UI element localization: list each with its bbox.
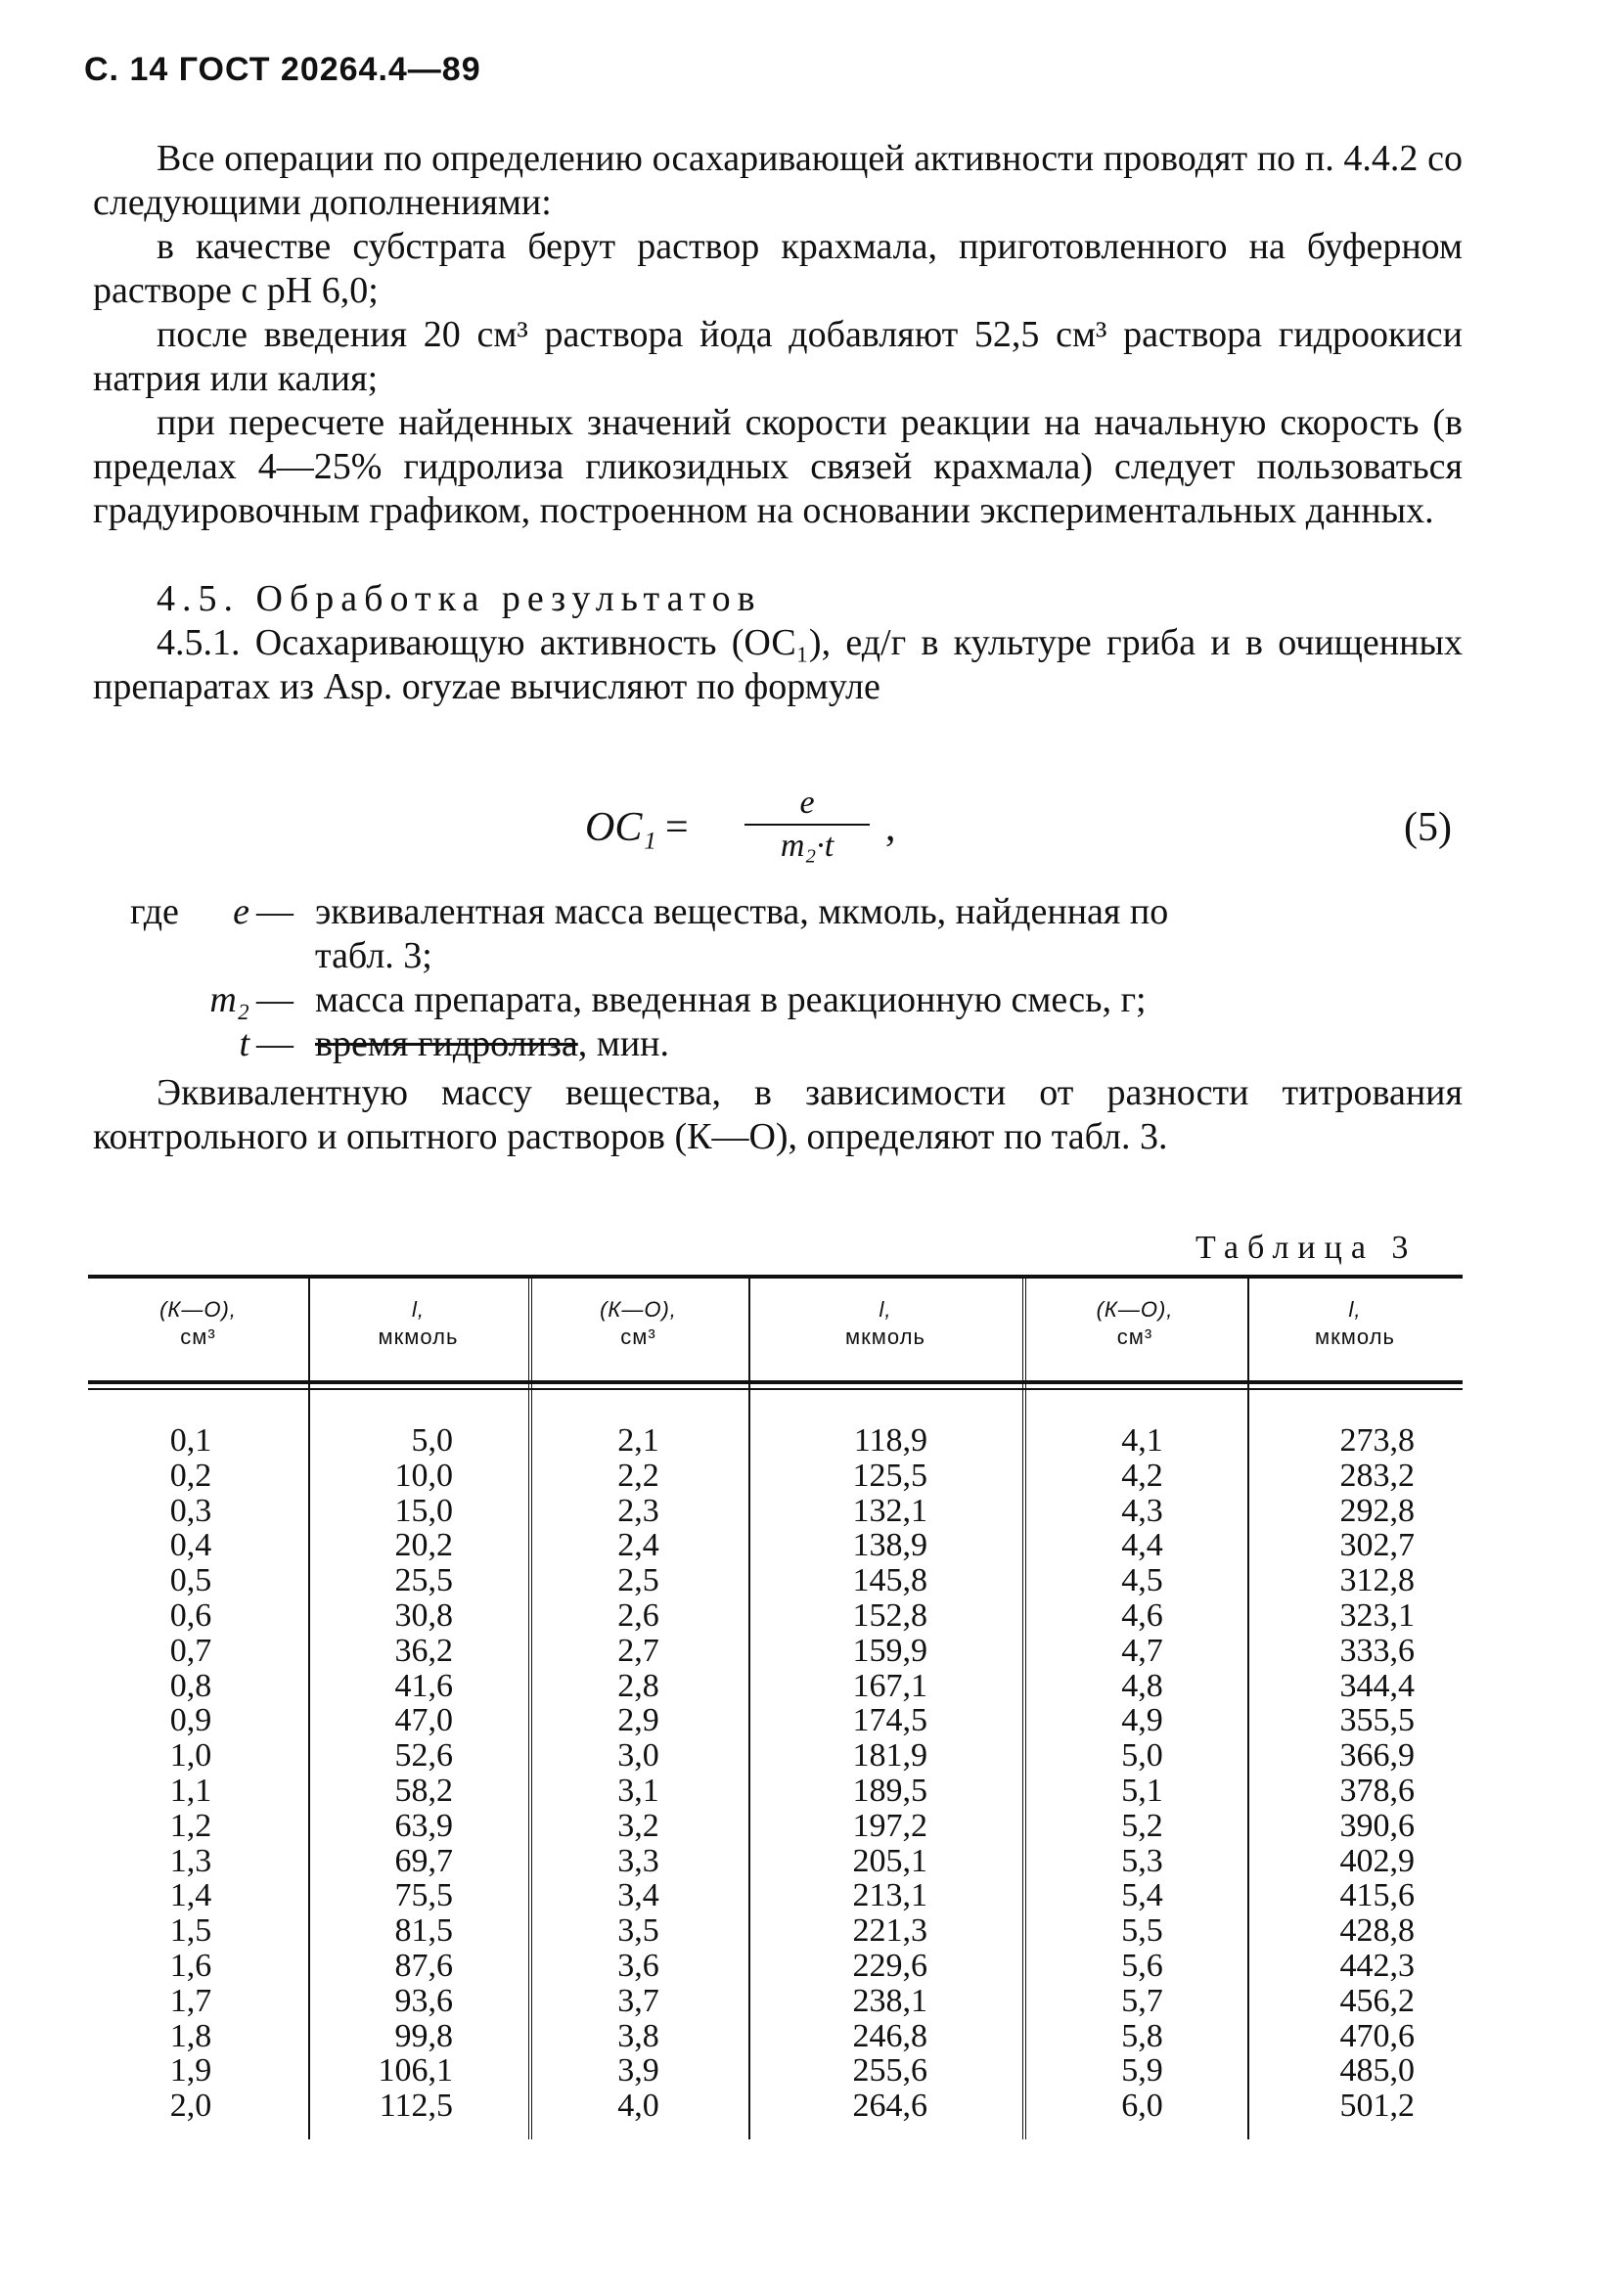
table-cell: 75,5 <box>394 1877 453 1914</box>
column-k-o-3 <box>1096 1423 1189 2124</box>
table-cell: 2,2 <box>617 1457 659 1494</box>
table-cell: 5,3 <box>1121 1842 1163 1879</box>
table-cell: 428,8 <box>1339 1912 1415 1950</box>
column-k-o-2 <box>592 1423 685 2124</box>
page-header: С. 14 ГОСТ 20264.4—89 <box>84 51 481 88</box>
table-cell: 2,9 <box>617 1702 659 1739</box>
table-cell: 4,7 <box>1121 1632 1163 1669</box>
table-cell: 197,2 <box>852 1807 927 1844</box>
table-cell: 189,5 <box>852 1772 927 1809</box>
table-cell: 4,2 <box>1121 1457 1163 1494</box>
table-header-rule-2 <box>88 1388 1463 1390</box>
column-divider <box>748 1279 750 2139</box>
table-cell: 1,5 <box>169 1912 212 1950</box>
table-cell: 20,2 <box>394 1527 453 1564</box>
header-k-o-3 <box>1022 1296 1247 1351</box>
definition-prefix: где <box>130 891 179 932</box>
table-cell: 323,1 <box>1339 1596 1415 1634</box>
table-cell: 205,1 <box>852 1842 927 1879</box>
formula-lhs: ОС₁ <box>585 805 656 850</box>
header-line2: см³ <box>620 1325 656 1349</box>
formula-5 <box>0 783 1624 880</box>
table-cell: 63,9 <box>394 1807 453 1844</box>
table-cell: 1,1 <box>169 1772 212 1809</box>
table-cell: 333,6 <box>1339 1632 1415 1669</box>
table-cell: 302,7 <box>1339 1527 1415 1564</box>
table-caption: Таблица 3 <box>1195 1230 1418 1266</box>
table-cell: 112,5 <box>379 2088 453 2125</box>
header-line1: (К—О), <box>600 1297 677 1322</box>
table-cell: 292,8 <box>1339 1492 1415 1529</box>
table-cell: 5,2 <box>1121 1807 1163 1844</box>
table-cell: 181,9 <box>852 1737 927 1775</box>
paragraph-substrate: в качестве субстрата берут раствор крахмала, приготовленного на буферном растворе с рН 6,0; <box>93 226 1463 311</box>
table-cell: 4,1 <box>1121 1422 1163 1459</box>
definition-m2 <box>0 978 1624 1022</box>
table-cell: 1,9 <box>169 2052 212 2090</box>
table-cell: 138,9 <box>852 1527 927 1564</box>
table-cell: 470,6 <box>1339 2017 1415 2054</box>
formula-equals: = <box>665 805 689 850</box>
table-cell: 3,0 <box>617 1737 659 1775</box>
header-line1: (К—О), <box>1096 1297 1174 1322</box>
table-cell: 5,0 <box>1121 1737 1163 1775</box>
table-cell: 4,3 <box>1121 1492 1163 1529</box>
table-cell: 0,2 <box>169 1457 212 1494</box>
header-line1: l, <box>412 1297 425 1322</box>
column-l-1 <box>352 1423 453 2124</box>
paragraph-iodine: после введения 20 см³ раствора йода добавляют 52,5 см³ раствора гидроокиси натрия или калия; <box>93 314 1463 399</box>
table-cell: 246,8 <box>852 2017 927 2054</box>
table-3 <box>88 1275 1463 2155</box>
table-cell: 5,1 <box>1121 1772 1163 1809</box>
definition-symbol: m₂ <box>209 979 249 1020</box>
table-cell: 0,3 <box>169 1492 212 1529</box>
table-cell: 355,5 <box>1339 1702 1415 1739</box>
table-cell: 312,8 <box>1339 1562 1415 1599</box>
table-cell: 255,6 <box>852 2052 927 2090</box>
table-cell: 3,6 <box>617 1947 659 1984</box>
table-cell: 213,1 <box>852 1877 927 1914</box>
header-line1: l, <box>1348 1297 1362 1322</box>
table-cell: 2,8 <box>617 1667 659 1704</box>
header-l-2 <box>748 1296 1022 1351</box>
table-cell: 378,6 <box>1339 1772 1415 1809</box>
table-cell: 221,3 <box>852 1912 927 1950</box>
table-cell: 174,5 <box>852 1702 927 1739</box>
paragraph-operations: Все операции по определению осахаривающей активности проводят по п. 4.4.2 со следующими дополнениями: <box>93 138 1463 223</box>
table-cell: 2,1 <box>617 1422 659 1459</box>
formula-number: (5) <box>1404 805 1452 850</box>
table-cell: 0,1 <box>169 1422 212 1459</box>
table-cell: 52,6 <box>394 1737 453 1775</box>
table-cell: 0,9 <box>169 1702 212 1739</box>
table-cell: 415,6 <box>1339 1877 1415 1914</box>
table-cell: 4,5 <box>1121 1562 1163 1599</box>
table-cell: 4,6 <box>1121 1596 1163 1634</box>
table-cell: 99,8 <box>394 2017 453 2054</box>
definition-text: масса препарата, введенная в реакционную смесь, г; <box>315 979 1147 1020</box>
definition-text-cont: табл. 3; <box>315 935 432 976</box>
table-cell: 238,1 <box>852 1982 927 2019</box>
section-title: 4.5. Обработка результатов <box>157 578 762 619</box>
table-cell: 264,6 <box>852 2088 927 2125</box>
table-cell: 5,0 <box>411 1422 453 1459</box>
header-line2: см³ <box>1116 1325 1153 1349</box>
table-cell: 1,6 <box>169 1947 212 1984</box>
definition-dash: — <box>256 891 293 932</box>
table-cell: 36,2 <box>394 1632 453 1669</box>
table-cell: 4,9 <box>1121 1702 1163 1739</box>
formula-comma: , <box>885 805 896 850</box>
table-cell: 2,4 <box>617 1527 659 1564</box>
table-cell: 2,3 <box>617 1492 659 1529</box>
table-cell: 3,7 <box>617 1982 659 2019</box>
table-cell: 5,8 <box>1121 2017 1163 2054</box>
table-cell: 87,6 <box>394 1947 453 1984</box>
table-cell: 442,3 <box>1339 1947 1415 1984</box>
table-cell: 167,1 <box>852 1667 927 1704</box>
table-cell: 118,9 <box>853 1422 927 1459</box>
header-line2: мкмоль <box>378 1325 459 1349</box>
table-cell: 3,9 <box>617 2052 659 2090</box>
table-cell: 1,8 <box>169 2017 212 2054</box>
table-cell: 15,0 <box>394 1492 453 1529</box>
table-cell: 0,5 <box>169 1562 212 1599</box>
table-cell: 5,5 <box>1121 1912 1163 1950</box>
table-cell: 47,0 <box>394 1702 453 1739</box>
header-l-3 <box>1247 1296 1463 1351</box>
header-l-1 <box>308 1296 528 1351</box>
formula-numerator: e <box>799 785 815 821</box>
table-header-rule <box>88 1380 1463 1384</box>
table-cell: 3,8 <box>617 2017 659 2054</box>
table-cell: 2,5 <box>617 1562 659 1599</box>
column-k-o-1 <box>147 1423 235 2124</box>
header-k-o-1 <box>88 1296 308 1351</box>
table-cell: 159,9 <box>852 1632 927 1669</box>
table-top-rule <box>88 1275 1463 1279</box>
definition-symbol: t <box>239 1023 249 1064</box>
header-line1: (К—О), <box>159 1297 237 1322</box>
paragraph-recalculation: при пересчете найденных значений скорости реакции на начальную скорость (в пределах 4—25% гидролиза гликозидных связей крахмала) следует пользоваться градуировочным графиком, построенном на основании экспериментальных данных. <box>93 402 1463 531</box>
definition-t <box>0 1022 1624 1066</box>
table-cell: 3,1 <box>617 1772 659 1809</box>
column-divider <box>1247 1279 1249 2139</box>
table-cell: 0,4 <box>169 1527 212 1564</box>
table-cell: 283,2 <box>1339 1457 1415 1494</box>
column-divider-double <box>1022 1279 1026 2139</box>
definition-text: эквивалентная масса вещества, мкмоль, найденная по <box>315 891 1169 932</box>
table-cell: 25,5 <box>394 1562 453 1599</box>
struck-text: время гидролиза <box>315 1023 578 1064</box>
table-cell: 501,2 <box>1339 2088 1415 2125</box>
table-cell: 5,9 <box>1121 2052 1163 2090</box>
column-l-2 <box>807 1423 927 2124</box>
table-cell: 4,8 <box>1121 1667 1163 1704</box>
table-cell: 125,5 <box>852 1457 927 1494</box>
table-cell: 58,2 <box>394 1772 453 1809</box>
table-cell: 1,7 <box>169 1982 212 2019</box>
table-cell: 1,3 <box>169 1842 212 1879</box>
table-cell: 30,8 <box>394 1596 453 1634</box>
table-cell: 152,8 <box>852 1596 927 1634</box>
table-cell: 1,4 <box>169 1877 212 1914</box>
table-cell: 1,0 <box>169 1737 212 1775</box>
table-cell: 456,2 <box>1339 1982 1415 2019</box>
formula-fraction <box>739 783 876 867</box>
table-cell: 5,7 <box>1121 1982 1163 2019</box>
table-cell: 1,2 <box>169 1807 212 1844</box>
table-cell: 2,7 <box>617 1632 659 1669</box>
header-line2: см³ <box>180 1325 216 1349</box>
column-divider-double <box>528 1279 532 2139</box>
definition-text-end: , мин. <box>577 1023 669 1064</box>
table-cell: 229,6 <box>852 1947 927 1984</box>
table-cell: 5,6 <box>1121 1947 1163 1984</box>
table-cell: 132,1 <box>852 1492 927 1529</box>
table-cell: 366,9 <box>1339 1737 1415 1775</box>
table-cell: 0,6 <box>169 1596 212 1634</box>
table-cell: 4,0 <box>617 2088 659 2125</box>
table-cell: 0,8 <box>169 1667 212 1704</box>
definition-symbol: e <box>233 891 249 932</box>
column-divider <box>308 1279 310 2139</box>
column-l-3 <box>1301 1423 1415 2124</box>
table-cell: 390,6 <box>1339 1807 1415 1844</box>
table-cell: 3,4 <box>617 1877 659 1914</box>
table-cell: 106,1 <box>378 2052 453 2090</box>
table-cell: 485,0 <box>1339 2052 1415 2090</box>
table-cell: 5,4 <box>1121 1877 1163 1914</box>
table-cell: 3,5 <box>617 1912 659 1950</box>
table-cell: 4,4 <box>1121 1527 1163 1564</box>
header-line1: l, <box>879 1297 892 1322</box>
header-line2: мкмоль <box>845 1325 925 1349</box>
table-cell: 81,5 <box>394 1912 453 1950</box>
header-line2: мкмоль <box>1315 1325 1395 1349</box>
table-cell: 0,7 <box>169 1632 212 1669</box>
formula-denominator: m₂·t <box>780 828 835 864</box>
table-cell: 10,0 <box>394 1457 453 1494</box>
paragraph-equivalent-mass: Эквивалентную массу вещества, в зависимости от разности титрования контрольного и опытного растворов (К—О), определяют по табл. 3. <box>93 1072 1463 1157</box>
table-cell: 3,3 <box>617 1842 659 1879</box>
paragraph-formula-intro: 4.5.1. Осахаривающую активность (ОС₁), ед/г в культуре гриба и в очищенных препаратах из Asp. oryzae вычисляют по формуле <box>93 622 1463 707</box>
header-k-o-2 <box>528 1296 748 1351</box>
table-cell: 3,2 <box>617 1807 659 1844</box>
definition-e <box>0 890 1624 978</box>
table-cell: 6,0 <box>1121 2088 1163 2125</box>
definition-text <box>315 1022 669 1066</box>
table-cell: 93,6 <box>394 1982 453 2019</box>
table-cell: 41,6 <box>394 1667 453 1704</box>
table-cell: 273,8 <box>1339 1422 1415 1459</box>
table-cell: 145,8 <box>852 1562 927 1599</box>
definition-dash: — <box>256 1023 293 1064</box>
table-cell: 402,9 <box>1339 1842 1415 1879</box>
table-cell: 344,4 <box>1339 1667 1415 1704</box>
definition-dash: — <box>256 979 293 1020</box>
table-cell: 69,7 <box>394 1842 453 1879</box>
table-cell: 2,0 <box>169 2088 212 2125</box>
table-cell: 2,6 <box>617 1596 659 1634</box>
